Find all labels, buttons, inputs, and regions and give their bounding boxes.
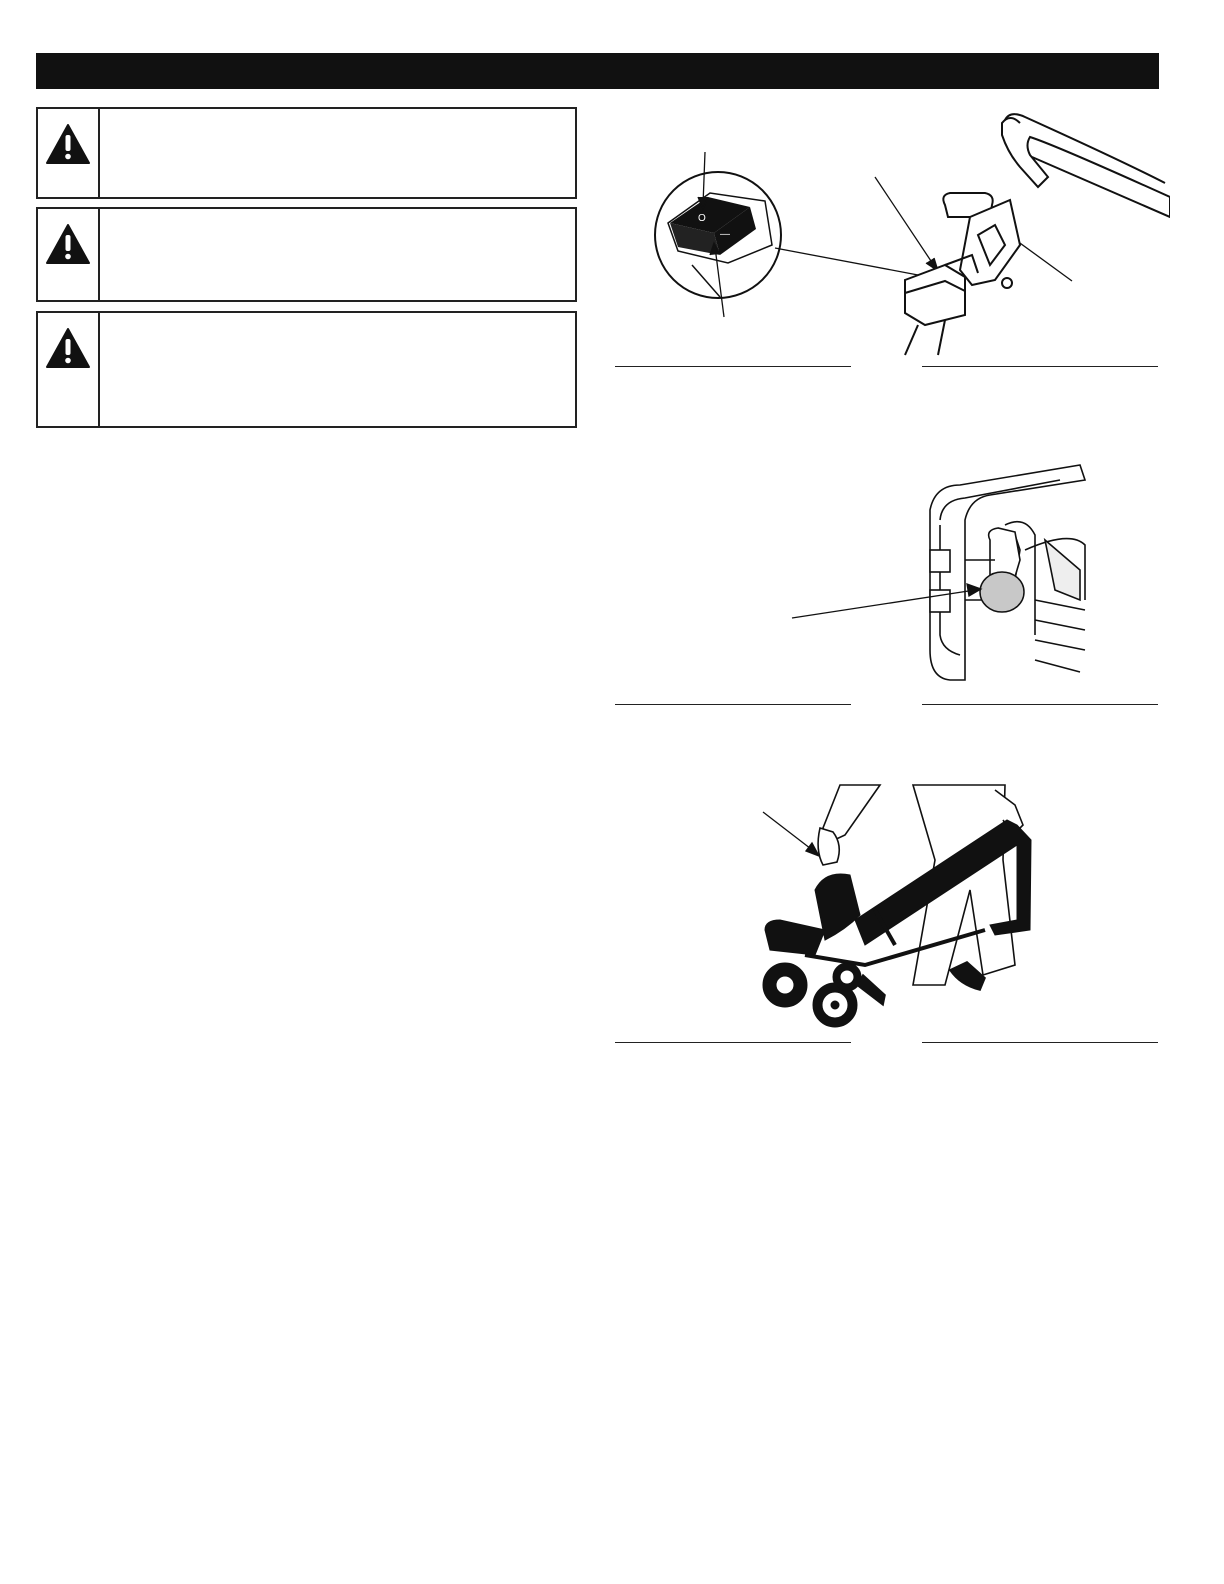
figure-2-caption-rule-right <box>922 704 1158 705</box>
warning-triangle-icon <box>45 223 91 265</box>
switch-magnifier <box>655 172 781 298</box>
motor-housing-illustration <box>780 450 1090 695</box>
warning-triangle-icon <box>45 327 91 369</box>
tiller-handle <box>905 114 1170 355</box>
figure-motor-housing <box>780 450 1090 695</box>
figure-1-caption-rule-right <box>922 366 1158 367</box>
tiller-operation-illustration <box>745 780 1045 1035</box>
figure-switch-handle <box>600 105 1170 360</box>
figure-2-caption-rule-left <box>615 704 851 705</box>
reset-button-highlight <box>980 572 1024 612</box>
callout-line-3 <box>763 812 819 856</box>
warning-text-3 <box>100 313 575 426</box>
switch-on-symbol: — <box>720 229 730 240</box>
switch-off-symbol: O <box>698 213 706 224</box>
warning-text-2 <box>100 209 575 300</box>
warning-box-1 <box>36 107 577 199</box>
warning-triangle-icon <box>45 123 91 165</box>
figure-3-caption-rule-left <box>615 1042 851 1043</box>
figure-3-caption-rule-right <box>922 1042 1158 1043</box>
warning-box-2 <box>36 207 577 302</box>
warning-box-3 <box>36 311 577 428</box>
section-header-bar <box>36 53 1159 89</box>
figure-operating-tiller <box>745 780 1045 1035</box>
warning-text-1 <box>100 109 575 197</box>
figure-1-caption-rule-left <box>615 366 851 367</box>
switch-handle-illustration <box>600 105 1170 360</box>
